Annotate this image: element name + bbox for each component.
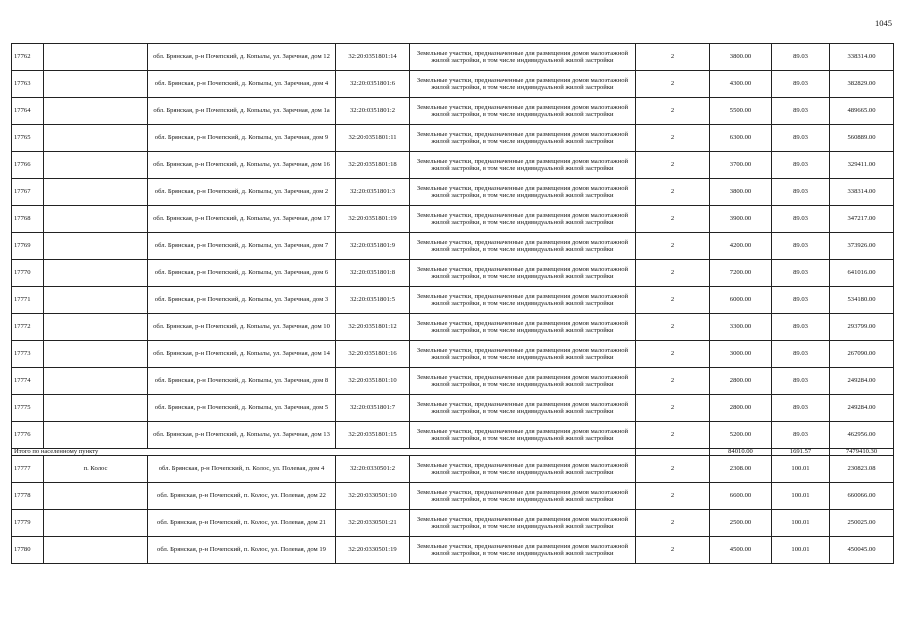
specific-value-cell: 89.03 — [772, 206, 830, 233]
row-number-cell: 17763 — [12, 71, 44, 98]
cadastral-value-cell: 293799.00 — [830, 314, 894, 341]
area-cell: 3900.00 — [710, 206, 772, 233]
category-cell: 2 — [636, 510, 710, 537]
row-number-cell: 17774 — [12, 368, 44, 395]
specific-value-cell: 89.03 — [772, 260, 830, 287]
row-number-cell: 17767 — [12, 179, 44, 206]
specific-value-cell: 89.03 — [772, 44, 830, 71]
category-cell: 2 — [636, 422, 710, 449]
cadastral-number-cell: 32:20:0330501:10 — [336, 483, 410, 510]
row-number-cell: 17764 — [12, 98, 44, 125]
category-cell: 2 — [636, 537, 710, 564]
area-cell: 5500.00 — [710, 98, 772, 125]
cadastral-number-cell: 32:20:0351801:5 — [336, 287, 410, 314]
specific-value-cell: 100.01 — [772, 456, 830, 483]
table-row — [12, 314, 894, 341]
address-cell: обл. Брянская, р-н Почепский, д. Копылы, ул. Заречная, дом 2 — [148, 179, 336, 206]
cadastral-number-cell: 32:20:0351801:7 — [336, 395, 410, 422]
cadastral-value-cell: 641016.00 — [830, 260, 894, 287]
cadastral-number-cell: 32:20:0351801:2 — [336, 98, 410, 125]
locality-cell — [44, 98, 148, 125]
specific-value-cell: 89.03 — [772, 152, 830, 179]
category-cell: 2 — [636, 395, 710, 422]
cadastral-number-cell: 32:20:0351801:6 — [336, 71, 410, 98]
cadastral-number-cell: 32:20:0351801:10 — [336, 368, 410, 395]
area-cell: 4500.00 — [710, 537, 772, 564]
table-row — [12, 422, 894, 449]
cadastral-number-cell: 32:20:0351801:9 — [336, 233, 410, 260]
locality-cell — [44, 44, 148, 71]
table-row — [12, 456, 894, 483]
cadastral-value-cell: 250025.00 — [830, 510, 894, 537]
locality-cell — [44, 422, 148, 449]
land-use-cell: Земельные участки, предназначенные для размещения домов малоэтажной жилой застройки, в том числе индивидуальной жилой застройки — [410, 71, 636, 98]
address-cell: обл. Брянская, р-н Почепский, д. Копылы, ул. Заречная, дом 13 — [148, 422, 336, 449]
cadastral-value-table — [11, 43, 894, 564]
cadastral-number-cell: 32:20:0351801:18 — [336, 152, 410, 179]
cadastral-value-cell: 373926.00 — [830, 233, 894, 260]
address-cell: обл. Брянская, р-н Почепский, д. Копылы, ул. Заречная, дом 7 — [148, 233, 336, 260]
locality-cell — [44, 179, 148, 206]
area-cell: 2308.00 — [710, 456, 772, 483]
row-number-cell: 17778 — [12, 483, 44, 510]
specific-value-cell: 89.03 — [772, 395, 830, 422]
address-cell: обл. Брянская, р-н Почепский, п. Колос, ул. Полевая, дом 22 — [148, 483, 336, 510]
specific-value-cell: 89.03 — [772, 233, 830, 260]
row-number-cell: 17762 — [12, 44, 44, 71]
locality-cell: п. Колос — [44, 456, 148, 483]
category-cell: 2 — [636, 206, 710, 233]
area-cell: 4200.00 — [710, 233, 772, 260]
cadastral-value-cell: 382829.00 — [830, 71, 894, 98]
cadastral-value-cell: 267090.00 — [830, 341, 894, 368]
land-use-cell: Земельные участки, предназначенные для размещения домов малоэтажной жилой застройки, в том числе индивидуальной жилой застройки — [410, 368, 636, 395]
subtotal-row — [12, 449, 894, 456]
table-row — [12, 206, 894, 233]
land-use-cell: Земельные участки, предназначенные для размещения домов малоэтажной жилой застройки, в том числе индивидуальной жилой застройки — [410, 287, 636, 314]
area-cell: 3700.00 — [710, 152, 772, 179]
land-use-cell: Земельные участки, предназначенные для размещения домов малоэтажной жилой застройки, в том числе индивидуальной жилой застройки — [410, 152, 636, 179]
specific-value-cell: 100.01 — [772, 510, 830, 537]
area-cell: 3300.00 — [710, 314, 772, 341]
row-number-cell: 17777 — [12, 456, 44, 483]
land-use-cell: Земельные участки, предназначенные для размещения домов малоэтажной жилой застройки, в том числе индивидуальной жилой застройки — [410, 456, 636, 483]
area-cell: 5200.00 — [710, 422, 772, 449]
category-cell: 2 — [636, 287, 710, 314]
land-use-cell: Земельные участки, предназначенные для размещения домов малоэтажной жилой застройки, в том числе индивидуальной жилой застройки — [410, 98, 636, 125]
address-cell: обл. Брянская, р-н Почепский, д. Копылы, ул. Заречная, дом 3 — [148, 287, 336, 314]
category-cell: 2 — [636, 368, 710, 395]
land-use-cell: Земельные участки, предназначенные для размещения домов малоэтажной жилой застройки, в том числе индивидуальной жилой застройки — [410, 314, 636, 341]
land-use-cell: Земельные участки, предназначенные для размещения домов малоэтажной жилой застройки, в том числе индивидуальной жилой застройки — [410, 510, 636, 537]
row-number-cell: 17780 — [12, 537, 44, 564]
land-use-cell: Земельные участки, предназначенные для размещения домов малоэтажной жилой застройки, в том числе индивидуальной жилой застройки — [410, 537, 636, 564]
cadastral-number-cell: 32:20:0330501:21 — [336, 510, 410, 537]
cadastral-value-cell: 347217.00 — [830, 206, 894, 233]
subtotal-value: 7479410.30 — [830, 449, 894, 456]
cadastral-number-cell: 32:20:0351801:12 — [336, 314, 410, 341]
land-use-cell: Земельные участки, предназначенные для размещения домов малоэтажной жилой застройки, в том числе индивидуальной жилой застройки — [410, 206, 636, 233]
category-cell: 2 — [636, 341, 710, 368]
land-use-cell: Земельные участки, предназначенные для размещения домов малоэтажной жилой застройки, в том числе индивидуальной жилой застройки — [410, 395, 636, 422]
row-number-cell: 17775 — [12, 395, 44, 422]
land-use-cell: Земельные участки, предназначенные для размещения домов малоэтажной жилой застройки, в том числе индивидуальной жилой застройки — [410, 179, 636, 206]
category-cell: 2 — [636, 152, 710, 179]
table-row — [12, 125, 894, 152]
category-cell: 2 — [636, 44, 710, 71]
locality-cell — [44, 395, 148, 422]
category-cell: 2 — [636, 456, 710, 483]
cadastral-number-cell: 32:20:0351801:14 — [336, 44, 410, 71]
locality-cell — [44, 125, 148, 152]
address-cell: обл. Брянская, р-н Почепский, д. Копылы, ул. Заречная, дом 17 — [148, 206, 336, 233]
locality-cell — [44, 287, 148, 314]
row-number-cell: 17768 — [12, 206, 44, 233]
subtotal-label: Итого по населенному пункту — [12, 449, 636, 456]
cadastral-number-cell: 32:20:0330501:2 — [336, 456, 410, 483]
area-cell: 2500.00 — [710, 510, 772, 537]
address-cell: обл. Брянская, р-н Почепский, д. Копылы, ул. Заречная, дом 12 — [148, 44, 336, 71]
cadastral-value-cell: 230823.08 — [830, 456, 894, 483]
land-use-cell: Земельные участки, предназначенные для размещения домов малоэтажной жилой застройки, в том числе индивидуальной жилой застройки — [410, 233, 636, 260]
address-cell: обл. Брянская, р-н Почепский, д. Копылы, ул. Заречная, дом 1а — [148, 98, 336, 125]
category-cell: 2 — [636, 483, 710, 510]
cadastral-value-cell: 450045.00 — [830, 537, 894, 564]
row-number-cell: 17772 — [12, 314, 44, 341]
address-cell: обл. Брянская, р-н Почепский, д. Копылы, ул. Заречная, дом 16 — [148, 152, 336, 179]
table-row — [12, 260, 894, 287]
table-row — [12, 287, 894, 314]
cadastral-value-cell: 489665.00 — [830, 98, 894, 125]
address-cell: обл. Брянская, р-н Почепский, п. Колос, ул. Полевая, дом 21 — [148, 510, 336, 537]
row-number-cell: 17770 — [12, 260, 44, 287]
specific-value-cell: 89.03 — [772, 314, 830, 341]
table-row — [12, 179, 894, 206]
address-cell: обл. Брянская, р-н Почепский, д. Копылы, ул. Заречная, дом 4 — [148, 71, 336, 98]
cadastral-value-cell: 249284.00 — [830, 395, 894, 422]
table-row — [12, 395, 894, 422]
area-cell: 7200.00 — [710, 260, 772, 287]
area-cell: 3000.00 — [710, 341, 772, 368]
locality-cell — [44, 510, 148, 537]
locality-cell — [44, 152, 148, 179]
category-cell: 2 — [636, 98, 710, 125]
area-cell: 4300.00 — [710, 71, 772, 98]
area-cell: 3800.00 — [710, 179, 772, 206]
subtotal-rate: 1691.57 — [772, 449, 830, 456]
area-cell: 6600.00 — [710, 483, 772, 510]
address-cell: обл. Брянская, р-н Почепский, д. Копылы, ул. Заречная, дом 10 — [148, 314, 336, 341]
locality-cell — [44, 206, 148, 233]
subtotal-area: 84010.00 — [710, 449, 772, 456]
row-number-cell: 17779 — [12, 510, 44, 537]
locality-cell — [44, 483, 148, 510]
locality-cell — [44, 71, 148, 98]
category-cell: 2 — [636, 179, 710, 206]
address-cell: обл. Брянская, р-н Почепский, п. Колос, ул. Полевая, дом 19 — [148, 537, 336, 564]
cadastral-number-cell: 32:20:0351801:15 — [336, 422, 410, 449]
land-use-cell: Земельные участки, предназначенные для размещения домов малоэтажной жилой застройки, в том числе индивидуальной жилой застройки — [410, 260, 636, 287]
land-use-cell: Земельные участки, предназначенные для размещения домов малоэтажной жилой застройки, в том числе индивидуальной жилой застройки — [410, 341, 636, 368]
area-cell: 3800.00 — [710, 44, 772, 71]
table-row — [12, 510, 894, 537]
specific-value-cell: 89.03 — [772, 422, 830, 449]
address-cell: обл. Брянская, р-н Почепский, д. Копылы, ул. Заречная, дом 14 — [148, 341, 336, 368]
specific-value-cell: 89.03 — [772, 71, 830, 98]
cadastral-value-cell: 560889.00 — [830, 125, 894, 152]
address-cell: обл. Брянская, р-н Почепский, п. Колос, ул. Полевая, дом 4 — [148, 456, 336, 483]
table-row — [12, 368, 894, 395]
row-number-cell: 17773 — [12, 341, 44, 368]
page-number: 1045 — [875, 18, 892, 28]
locality-cell — [44, 314, 148, 341]
table-row — [12, 483, 894, 510]
table-row — [12, 152, 894, 179]
cadastral-value-cell: 338314.00 — [830, 44, 894, 71]
cadastral-value-cell: 462956.00 — [830, 422, 894, 449]
cadastral-value-cell: 249284.00 — [830, 368, 894, 395]
locality-cell — [44, 537, 148, 564]
cadastral-number-cell: 32:20:0351801:19 — [336, 206, 410, 233]
row-number-cell: 17766 — [12, 152, 44, 179]
land-use-cell: Земельные участки, предназначенные для размещения домов малоэтажной жилой застройки, в том числе индивидуальной жилой застройки — [410, 483, 636, 510]
cadastral-number-cell: 32:20:0330501:19 — [336, 537, 410, 564]
specific-value-cell: 100.01 — [772, 483, 830, 510]
cadastral-number-cell: 32:20:0351801:3 — [336, 179, 410, 206]
specific-value-cell: 89.03 — [772, 179, 830, 206]
area-cell: 2800.00 — [710, 395, 772, 422]
row-number-cell: 17771 — [12, 287, 44, 314]
cadastral-number-cell: 32:20:0351801:11 — [336, 125, 410, 152]
subtotal-empty-cell — [636, 449, 710, 456]
table-row — [12, 341, 894, 368]
address-cell: обл. Брянская, р-н Почепский, д. Копылы, ул. Заречная, дом 5 — [148, 395, 336, 422]
address-cell: обл. Брянская, р-н Почепский, д. Копылы, ул. Заречная, дом 9 — [148, 125, 336, 152]
cadastral-value-cell: 329411.00 — [830, 152, 894, 179]
specific-value-cell: 100.01 — [772, 537, 830, 564]
specific-value-cell: 89.03 — [772, 125, 830, 152]
row-number-cell: 17776 — [12, 422, 44, 449]
locality-cell — [44, 341, 148, 368]
row-number-cell: 17769 — [12, 233, 44, 260]
land-use-cell: Земельные участки, предназначенные для размещения домов малоэтажной жилой застройки, в том числе индивидуальной жилой застройки — [410, 44, 636, 71]
area-cell: 6300.00 — [710, 125, 772, 152]
cadastral-number-cell: 32:20:0351801:16 — [336, 341, 410, 368]
specific-value-cell: 89.03 — [772, 341, 830, 368]
specific-value-cell: 89.03 — [772, 287, 830, 314]
specific-value-cell: 89.03 — [772, 368, 830, 395]
table-row — [12, 233, 894, 260]
table-row — [12, 44, 894, 71]
area-cell: 6000.00 — [710, 287, 772, 314]
category-cell: 2 — [636, 233, 710, 260]
address-cell: обл. Брянская, р-н Почепский, д. Копылы, ул. Заречная, дом 6 — [148, 260, 336, 287]
category-cell: 2 — [636, 71, 710, 98]
locality-cell — [44, 233, 148, 260]
row-number-cell: 17765 — [12, 125, 44, 152]
category-cell: 2 — [636, 125, 710, 152]
category-cell: 2 — [636, 314, 710, 341]
table-body — [12, 44, 894, 564]
area-cell: 2800.00 — [710, 368, 772, 395]
cadastral-value-cell: 338314.00 — [830, 179, 894, 206]
land-use-cell: Земельные участки, предназначенные для размещения домов малоэтажной жилой застройки, в том числе индивидуальной жилой застройки — [410, 422, 636, 449]
cadastral-number-cell: 32:20:0351801:8 — [336, 260, 410, 287]
land-use-cell: Земельные участки, предназначенные для размещения домов малоэтажной жилой застройки, в том числе индивидуальной жилой застройки — [410, 125, 636, 152]
table-row — [12, 98, 894, 125]
category-cell: 2 — [636, 260, 710, 287]
locality-cell — [44, 260, 148, 287]
address-cell: обл. Брянская, р-н Почепский, д. Копылы, ул. Заречная, дом 8 — [148, 368, 336, 395]
table-row — [12, 71, 894, 98]
cadastral-value-cell: 534180.00 — [830, 287, 894, 314]
table-row — [12, 537, 894, 564]
locality-cell — [44, 368, 148, 395]
cadastral-value-cell: 660066.00 — [830, 483, 894, 510]
specific-value-cell: 89.03 — [772, 98, 830, 125]
